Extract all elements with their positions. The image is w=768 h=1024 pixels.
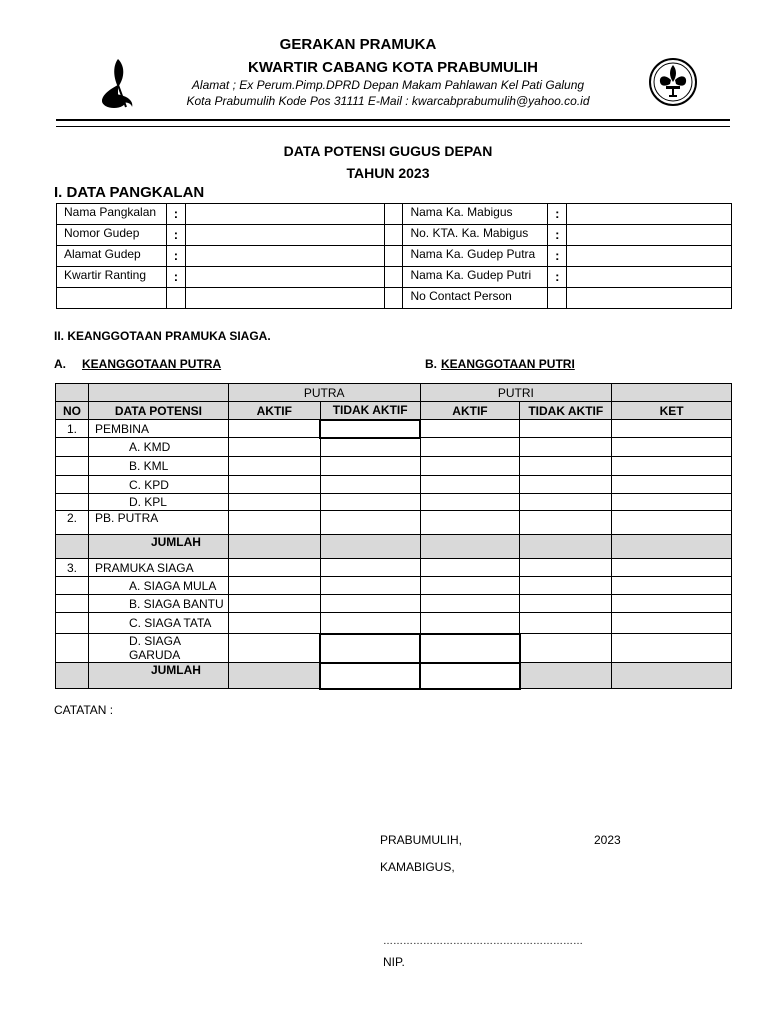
value-cell[interactable] (612, 595, 732, 613)
value-cell[interactable] (228, 438, 320, 457)
table-row (56, 457, 732, 476)
value-cell[interactable] (612, 494, 732, 511)
row-label: B. KML (88, 457, 228, 476)
value-cell[interactable] (228, 457, 320, 476)
org-name: GERAKAN PRAMUKA (279, 36, 437, 53)
table-row (56, 613, 732, 634)
field-label: Nomor Gudep (57, 225, 167, 246)
jumlah-row (56, 535, 732, 559)
value-cell[interactable] (520, 559, 612, 577)
spacer-cell (384, 267, 403, 288)
value-cell[interactable] (228, 634, 320, 663)
row-number (56, 663, 89, 689)
spacer-cell (384, 204, 403, 225)
header-ket: KET (612, 402, 732, 420)
empty-cell (166, 288, 185, 309)
section-1-heading: I. DATA PANGKALAN (54, 184, 205, 201)
row-label: PRAMUKA SIAGA (88, 559, 228, 577)
spacer-cell (384, 288, 403, 309)
row-label: D. KPL (88, 494, 228, 511)
value-cell[interactable] (520, 457, 612, 476)
nama-pangkalan-field[interactable] (185, 204, 384, 225)
value-cell[interactable] (612, 634, 732, 663)
header-putra: PUTRA (228, 384, 420, 402)
section-2-heading: II. KEANGGOTAAN PRAMUKA SIAGA. (54, 329, 271, 343)
row-label: D. SIAGA GARUDA (88, 634, 228, 663)
header-divider-thin (56, 126, 730, 127)
value-cell[interactable] (420, 559, 520, 577)
jumlah-row (56, 663, 732, 689)
jumlah-label: JUMLAH (88, 535, 228, 559)
header-putra-aktif: AKTIF (228, 402, 320, 420)
row-number (56, 613, 89, 634)
year-label: 2023 (594, 833, 621, 847)
table-row (57, 204, 732, 225)
total-cell[interactable] (320, 535, 420, 559)
field-label: Kwartir Ranting (57, 267, 167, 288)
value-cell[interactable] (320, 476, 420, 494)
city-label: PRABUMULIH, (380, 833, 463, 847)
total-cell[interactable] (228, 663, 320, 689)
total-cell[interactable] (320, 663, 420, 689)
field-label: Alamat Gudep (57, 246, 167, 267)
colon: : (548, 267, 567, 288)
header-putri-tidak-aktif: TIDAK AKTIF (520, 402, 612, 420)
row-label: A. KMD (88, 438, 228, 457)
table-row (57, 267, 732, 288)
field-label: Nama Ka. Gudep Putra (403, 246, 548, 267)
value-cell[interactable] (228, 595, 320, 613)
value-cell[interactable] (612, 420, 732, 438)
sub-a-heading: KEANGGOTAAN PUTRA (82, 357, 222, 371)
table-row (56, 595, 732, 613)
spacer-cell (384, 225, 403, 246)
jumlah-label: JUMLAH (88, 663, 228, 689)
document-title: DATA POTENSI GUGUS DEPAN (283, 143, 493, 159)
value-cell[interactable] (612, 559, 732, 577)
alamat-gudep-field[interactable] (185, 246, 384, 267)
value-cell[interactable] (520, 420, 612, 438)
table-row (56, 420, 732, 438)
nomor-gudep-field[interactable] (185, 225, 384, 246)
value-cell[interactable] (420, 613, 520, 634)
sub-a-prefix: A. (54, 357, 66, 371)
value-cell[interactable] (520, 476, 612, 494)
value-cell[interactable] (520, 595, 612, 613)
row-number: 2. (56, 511, 89, 535)
field-label: No Contact Person (403, 288, 548, 309)
row-number: 3. (56, 559, 89, 577)
value-cell[interactable] (320, 457, 420, 476)
total-cell[interactable] (612, 535, 732, 559)
value-cell[interactable] (320, 420, 420, 438)
header-putri-aktif: AKTIF (420, 402, 520, 420)
value-cell[interactable] (228, 494, 320, 511)
field-label: No. KTA. Ka. Mabigus (403, 225, 548, 246)
document-year: TAHUN 2023 (346, 165, 430, 181)
row-label: A. SIAGA MULA (88, 577, 228, 595)
value-cell[interactable] (520, 634, 612, 663)
table-row (56, 511, 732, 535)
field-label (57, 288, 167, 309)
value-cell[interactable] (228, 613, 320, 634)
header-putri: PUTRI (420, 384, 612, 402)
total-cell[interactable] (420, 535, 520, 559)
colon: : (166, 267, 185, 288)
sub-b-prefix: B. (425, 357, 437, 371)
table-row (56, 476, 732, 494)
value-cell[interactable] (228, 420, 320, 438)
table-header-row (56, 384, 732, 402)
table-row (56, 577, 732, 595)
header-no: NO (56, 402, 89, 420)
value-cell[interactable] (420, 420, 520, 438)
keanggotaan-table (55, 383, 732, 690)
no-contact-person-field[interactable] (567, 288, 732, 309)
row-number (56, 577, 89, 595)
value-cell[interactable] (612, 457, 732, 476)
nama-ka-gudep-putri-field[interactable] (567, 267, 732, 288)
table-row (57, 246, 732, 267)
value-cell[interactable] (420, 438, 520, 457)
colon: : (548, 225, 567, 246)
row-number (56, 476, 89, 494)
value-cell[interactable] (420, 457, 520, 476)
value-cell[interactable] (228, 577, 320, 595)
value-cell[interactable] (520, 613, 612, 634)
nama-ka-mabigus-field[interactable] (567, 204, 732, 225)
empty-field[interactable] (185, 288, 384, 309)
value-cell[interactable] (320, 595, 420, 613)
header-cell (56, 384, 89, 402)
value-cell[interactable] (612, 613, 732, 634)
value-cell[interactable] (420, 577, 520, 595)
row-number (56, 535, 89, 559)
nama-ka-gudep-putra-field[interactable] (567, 246, 732, 267)
value-cell[interactable] (612, 511, 732, 535)
header-cell (612, 384, 732, 402)
kamabigus-label: KAMABIGUS, (380, 860, 455, 874)
colon: : (548, 204, 567, 225)
nip-label: NIP. (383, 955, 405, 969)
row-label: PB. PUTRA (88, 511, 228, 535)
value-cell[interactable] (320, 494, 420, 511)
value-cell[interactable] (420, 634, 520, 663)
row-label: PEMBINA (88, 420, 228, 438)
spacer-cell (384, 246, 403, 267)
value-cell[interactable] (228, 559, 320, 577)
value-cell[interactable] (320, 511, 420, 535)
colon: : (166, 246, 185, 267)
value-cell[interactable] (520, 577, 612, 595)
table-row (56, 634, 732, 663)
header-putra-tidak-aktif: TIDAK AKTIF (320, 402, 420, 420)
table-header-row (56, 402, 732, 420)
total-cell[interactable] (228, 535, 320, 559)
table-row (56, 494, 732, 511)
data-pangkalan-table (56, 203, 732, 309)
signature-line: …………………………………………………… (383, 936, 583, 947)
colon: : (166, 204, 185, 225)
total-cell[interactable] (612, 663, 732, 689)
value-cell[interactable] (520, 494, 612, 511)
kwartir-ranting-field[interactable] (185, 267, 384, 288)
row-label: B. SIAGA BANTU (88, 595, 228, 613)
value-cell[interactable] (228, 511, 320, 535)
address-line-1: Alamat ; Ex Perum.Pimp.DPRD Depan Makam Pahlawan Kel Pati Galung (191, 78, 585, 92)
value-cell[interactable] (320, 559, 420, 577)
table-row (57, 225, 732, 246)
row-number (56, 634, 89, 663)
row-number (56, 457, 89, 476)
branch-name: KWARTIR CABANG KOTA PRABUMULIH (248, 59, 538, 76)
table-row (56, 438, 732, 457)
table-row (56, 559, 732, 577)
table-row (57, 288, 732, 309)
row-label: C. SIAGA TATA (88, 613, 228, 634)
header-data-potensi: DATA POTENSI (88, 402, 228, 420)
value-cell[interactable] (612, 438, 732, 457)
value-cell[interactable] (320, 613, 420, 634)
address-line-2: Kota Prabumulih Kode Pos 31111 E-Mail : kwarcabprabumulih@yahoo.co.id (186, 94, 590, 108)
value-cell[interactable] (420, 476, 520, 494)
value-cell[interactable] (420, 595, 520, 613)
colon: : (166, 225, 185, 246)
value-cell[interactable] (520, 438, 612, 457)
value-cell[interactable] (612, 577, 732, 595)
value-cell[interactable] (320, 438, 420, 457)
row-number: 1. (56, 420, 89, 438)
catatan-label: CATATAN : (54, 703, 114, 717)
row-number (56, 595, 89, 613)
value-cell[interactable] (420, 511, 520, 535)
field-label: Nama Ka. Gudep Putri (403, 267, 548, 288)
value-cell[interactable] (228, 476, 320, 494)
value-cell[interactable] (520, 511, 612, 535)
row-label: C. KPD (88, 476, 228, 494)
total-cell[interactable] (520, 535, 612, 559)
row-number (56, 494, 89, 511)
total-cell[interactable] (520, 663, 612, 689)
empty-cell (548, 288, 567, 309)
header-cell (88, 384, 228, 402)
value-cell[interactable] (320, 634, 420, 663)
total-cell[interactable] (420, 663, 520, 689)
no-kta-ka-mabigus-field[interactable] (567, 225, 732, 246)
value-cell[interactable] (420, 494, 520, 511)
value-cell[interactable] (320, 577, 420, 595)
field-label: Nama Pangkalan (57, 204, 167, 225)
value-cell[interactable] (612, 476, 732, 494)
header-divider-thick (56, 119, 730, 121)
field-label: Nama Ka. Mabigus (403, 204, 548, 225)
row-number (56, 438, 89, 457)
colon: : (548, 246, 567, 267)
sub-b-heading: KEANGGOTAAN PUTRI (441, 357, 575, 371)
